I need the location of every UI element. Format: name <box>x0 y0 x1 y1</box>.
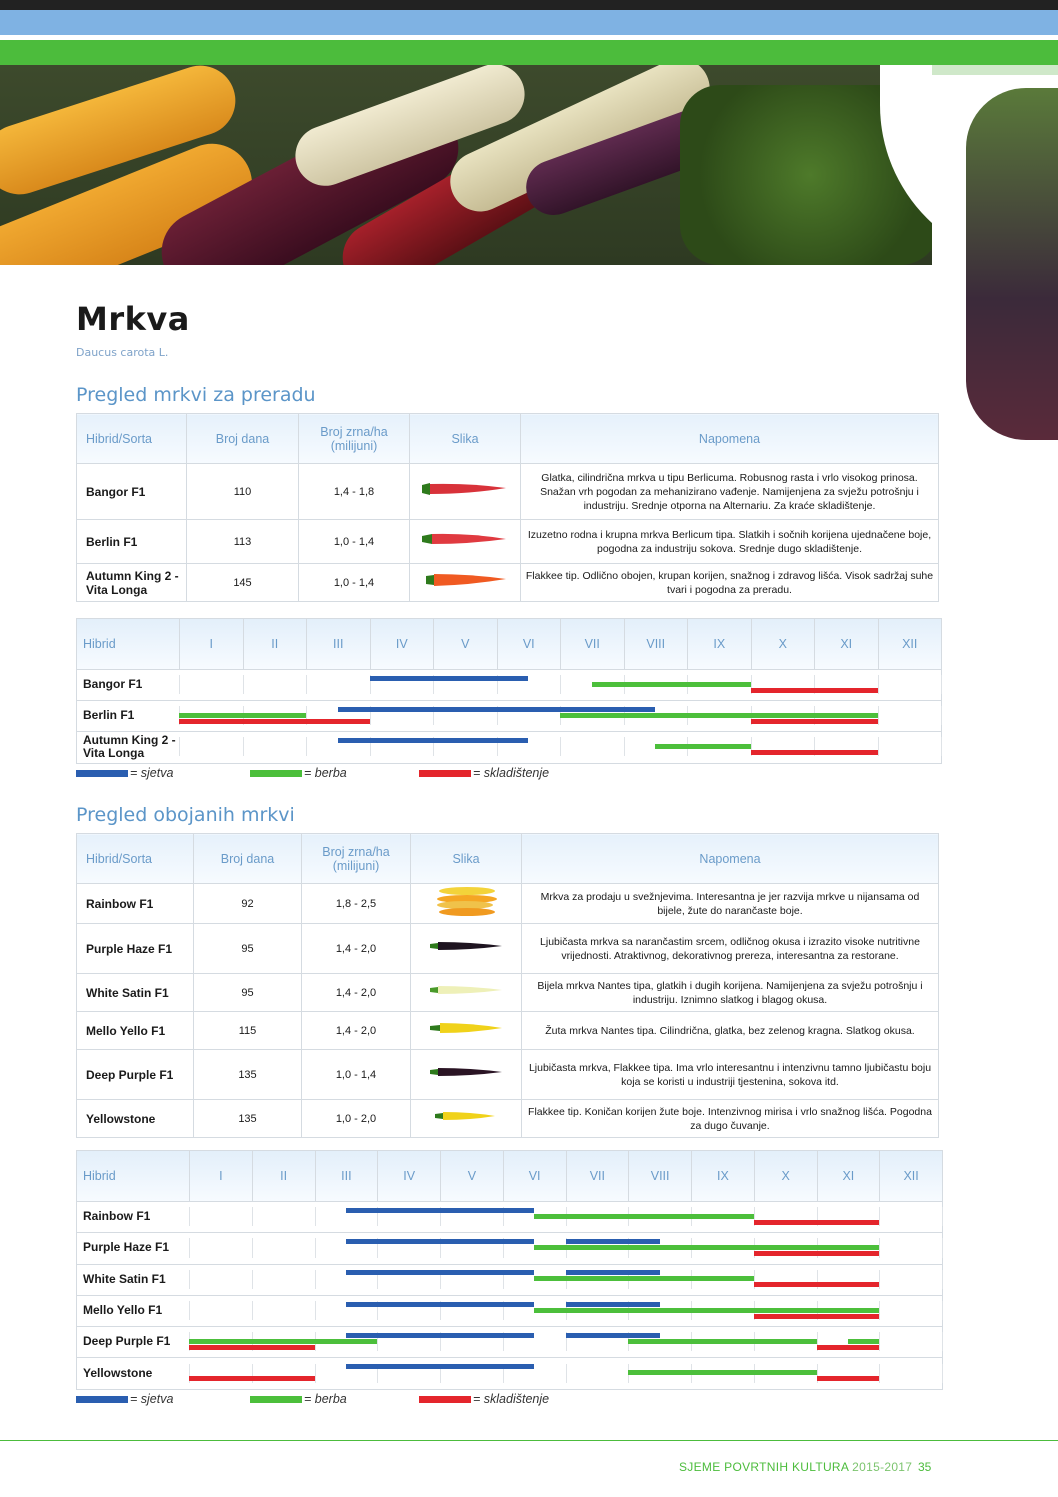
seeds-value: 1,4 - 1,8 <box>299 464 410 520</box>
page-title: Mrkva <box>76 300 190 338</box>
multicolor-carrots-icon <box>411 884 522 924</box>
section1-heading: Pregled mrkvi za preradu <box>76 384 316 406</box>
month-divider <box>879 1238 880 1257</box>
variety-name: Bangor F1 <box>77 464 187 520</box>
red-carrot-icon <box>410 520 521 564</box>
month-divider <box>315 1207 316 1226</box>
skladistenje-period-bar <box>189 1376 315 1381</box>
seeds-value: 1,0 - 2,0 <box>302 1100 411 1138</box>
skladistenje-period-bar <box>754 1251 880 1256</box>
month-header: VIII <box>628 1151 691 1201</box>
skladistenje-period-bar <box>754 1282 880 1287</box>
seeds-value: 1,4 - 2,0 <box>302 974 411 1012</box>
legend-swatch-red <box>419 770 471 777</box>
col-name: Hibrid/Sorta <box>77 414 187 464</box>
month-divider <box>315 1238 316 1257</box>
variety-name: White Satin F1 <box>77 974 194 1012</box>
month-divider <box>315 1301 316 1320</box>
month-header: VII <box>560 619 624 669</box>
calendar-row-name: Autumn King 2 - Vita Longa <box>83 732 176 760</box>
sjetva-period-bar <box>346 1239 534 1244</box>
skladistenje-period-bar <box>751 750 878 755</box>
days-value: 135 <box>194 1100 302 1138</box>
section2-legend <box>76 1392 576 1408</box>
calendar-row <box>77 731 941 762</box>
month-divider <box>560 737 561 756</box>
month-divider <box>189 1238 190 1257</box>
legend-berba <box>250 1392 347 1406</box>
seeds-value: 1,0 - 1,4 <box>302 1050 411 1100</box>
month-divider <box>243 675 244 694</box>
month-header: V <box>440 1151 503 1201</box>
month-divider <box>189 1301 190 1320</box>
month-header: III <box>306 619 370 669</box>
carrots-side-photo <box>966 88 1058 440</box>
legend-berba <box>250 766 347 780</box>
calendar-row <box>77 1201 942 1233</box>
month-header: VI <box>503 1151 566 1201</box>
col-image: Slika <box>411 834 522 884</box>
seeds-value: 1,4 - 2,0 <box>302 1012 411 1050</box>
legend-swatch-green <box>250 1396 302 1403</box>
calendar-row-name: White Satin F1 <box>83 1271 166 1286</box>
month-header: XI <box>814 619 878 669</box>
legend-skladistenje <box>419 1392 549 1406</box>
month-divider <box>306 675 307 694</box>
section2-calendar <box>76 1150 943 1390</box>
month-divider <box>941 737 942 756</box>
month-divider <box>252 1301 253 1320</box>
note-text: Ljubičasta mrkva, Flakkee tipa. Ima vrlo interesantnu i intenzivnu tamno ljubičastu boju koja se koristi u industriji tjestenina, sokova itd. <box>522 1050 939 1100</box>
top-green-light-bar <box>932 65 1058 75</box>
month-divider <box>252 1238 253 1257</box>
seeds-value: 1,0 - 1,4 <box>299 520 410 564</box>
sjetva-period-bar <box>338 738 529 743</box>
month-divider <box>315 1364 316 1383</box>
berba-period-bar <box>189 1339 377 1344</box>
month-divider <box>942 1301 943 1320</box>
days-value: 135 <box>194 1050 302 1100</box>
month-header: IV <box>370 619 434 669</box>
note-text: Glatka, cilindrična mrkva u tipu Berlicuma. Robusnog rasta i vrlo visokog prinosa. Snažan vrh pogodan za mehanizirano vađenje. Namijenjena za svježu potrošnju i industriju. Srednje otporna na Alternariu. Za kraće skladištenje. <box>521 464 939 520</box>
table-header-row <box>77 834 939 884</box>
month-divider <box>879 1364 880 1383</box>
month-divider <box>941 706 942 725</box>
col-note: Napomena <box>521 414 939 464</box>
calendar-row <box>77 700 941 732</box>
table-row <box>77 884 939 924</box>
month-header: I <box>189 1151 252 1201</box>
table-row <box>77 464 939 520</box>
month-divider <box>566 1364 567 1383</box>
table-header-row <box>77 414 939 464</box>
month-header: VII <box>566 1151 629 1201</box>
skladistenje-period-bar <box>751 688 878 693</box>
month-divider <box>189 1270 190 1289</box>
days-value: 115 <box>194 1012 302 1050</box>
top-blue-bar <box>0 10 1058 35</box>
days-value: 145 <box>187 564 299 602</box>
month-divider <box>942 1270 943 1289</box>
legend-sjetva <box>76 1392 173 1406</box>
berba-period-bar <box>560 713 878 718</box>
skladistenje-period-bar <box>817 1345 880 1350</box>
days-value: 113 <box>187 520 299 564</box>
month-divider <box>189 1207 190 1226</box>
month-divider <box>560 675 561 694</box>
legend-label: = sjetva <box>130 1392 174 1406</box>
section1-table <box>76 413 939 602</box>
dark-purple-carrot-icon <box>411 1050 522 1100</box>
carrots-header-photo <box>0 65 932 265</box>
variety-name: Rainbow F1 <box>77 884 194 924</box>
month-divider <box>243 737 244 756</box>
top-green-bar <box>0 40 1058 65</box>
seeds-value: 1,8 - 2,5 <box>302 884 411 924</box>
variety-name: Yellowstone <box>77 1100 194 1138</box>
sjetva-period-bar <box>566 1239 660 1244</box>
legend-skladistenje <box>419 766 549 780</box>
section2-table <box>76 833 939 1138</box>
days-value: 95 <box>194 974 302 1012</box>
sjetva-period-bar <box>566 1302 660 1307</box>
calendar-row-name: Bangor F1 <box>83 677 143 691</box>
page-number: 35 <box>918 1460 932 1474</box>
calendar-row <box>77 1358 942 1389</box>
col-note: Napomena <box>522 834 939 884</box>
variety-name: Mello Yello F1 <box>77 1012 194 1050</box>
calendar-header <box>77 619 941 670</box>
month-header: IX <box>691 1151 754 1201</box>
month-header: VIII <box>624 619 688 669</box>
berba-period-bar <box>534 1308 879 1313</box>
purple-carrot-icon <box>411 924 522 974</box>
month-divider <box>879 1332 880 1351</box>
calendar-row-name: Purple Haze F1 <box>83 1240 170 1255</box>
red-carrot-icon <box>410 464 521 520</box>
table-row <box>77 564 939 602</box>
calendar-row <box>77 669 941 701</box>
month-divider <box>179 675 180 694</box>
col-days: Broj dana <box>187 414 299 464</box>
skladistenje-period-bar <box>754 1220 880 1225</box>
sjetva-period-bar <box>370 676 529 681</box>
note-text: Flakkee tip. Odlično obojen, krupan korijen, snažnog i zdravog lišća. Visok sadržaj suhe tvari i pogodna za preradu. <box>521 564 939 602</box>
orange-carrot-icon <box>410 564 521 602</box>
note-text: Žuta mrkva Nantes tipa. Cilindrična, glatka, bez zelenog kragna. Slatkog okusa. <box>522 1012 939 1050</box>
table-row <box>77 924 939 974</box>
legend-label: = berba <box>304 766 347 780</box>
legend-label: = sjetva <box>130 766 174 780</box>
month-divider <box>879 1270 880 1289</box>
calendar-row-name: Rainbow F1 <box>83 1209 151 1224</box>
table-row <box>77 1100 939 1138</box>
berba-period-bar <box>534 1245 879 1250</box>
variety-name: Deep Purple F1 <box>77 1050 194 1100</box>
col-image: Slika <box>410 414 521 464</box>
calendar-row-name: Yellowstone <box>83 1365 153 1380</box>
month-divider <box>941 675 942 694</box>
note-text: Izuzetno rodna i krupna mrkva Berlicum tipa. Slatkih i sočnih korijena ujednačene boje, pogodna za industriju sokova. Srednje dugo skladištenje. <box>521 520 939 564</box>
month-divider <box>306 737 307 756</box>
note-text: Flakkee tip. Koničan korijen žute boje. Intenzivnog mirisa i vrlo snažnog lišća. Pogodna za dugo čuvanje. <box>522 1100 939 1138</box>
month-header: IV <box>377 1151 440 1201</box>
sjetva-period-bar <box>346 1302 534 1307</box>
skladistenje-period-bar <box>817 1376 880 1381</box>
footer-years: 2015-2017 <box>852 1460 913 1474</box>
month-header: X <box>751 619 815 669</box>
sjetva-period-bar <box>346 1270 534 1275</box>
skladistenje-period-bar <box>179 719 370 724</box>
month-header: IX <box>687 619 751 669</box>
legend-swatch-blue <box>76 770 128 777</box>
month-divider <box>942 1207 943 1226</box>
month-divider <box>315 1270 316 1289</box>
days-value: 110 <box>187 464 299 520</box>
calendar-header <box>77 1151 942 1202</box>
month-header: VI <box>497 619 561 669</box>
month-header: XII <box>878 619 942 669</box>
calendar-row <box>77 1295 942 1327</box>
footer-line <box>0 1440 1058 1441</box>
berba-period-bar <box>592 682 751 687</box>
month-divider <box>624 737 625 756</box>
month-divider <box>878 675 879 694</box>
month-divider <box>942 1332 943 1351</box>
section2-heading: Pregled obojanih mrkvi <box>76 804 295 826</box>
legend-swatch-green <box>250 770 302 777</box>
variety-name: Berlin F1 <box>77 520 187 564</box>
footer-title <box>679 1460 912 1474</box>
table-row <box>77 1012 939 1050</box>
sjetva-period-bar <box>566 1333 660 1338</box>
month-divider <box>252 1207 253 1226</box>
sjetva-period-bar <box>338 707 656 712</box>
note-text: Bijela mrkva Nantes tipa, glatkih i dugih korijena. Namijenjena za svježu potrošnju i industriju. Iznimno slatkog i blagog okusa. <box>522 974 939 1012</box>
month-divider <box>879 1207 880 1226</box>
footer-publication: SJEME POVRTNIH KULTURA <box>679 1460 849 1474</box>
month-header: I <box>179 619 243 669</box>
skladistenje-period-bar <box>751 719 878 724</box>
legend-swatch-red <box>419 1396 471 1403</box>
days-value: 95 <box>194 924 302 974</box>
month-header: II <box>243 619 307 669</box>
calendar-header-label: Hibrid <box>83 1169 116 1183</box>
yellow-carrot-icon <box>411 1100 522 1138</box>
seeds-value: 1,0 - 1,4 <box>299 564 410 602</box>
month-divider <box>942 1238 943 1257</box>
month-divider <box>942 1364 943 1383</box>
skladistenje-period-bar <box>754 1314 880 1319</box>
month-header: II <box>252 1151 315 1201</box>
section1-legend <box>76 766 576 782</box>
legend-label: = skladištenje <box>473 766 550 780</box>
berba-period-bar <box>628 1339 816 1344</box>
col-seeds: Broj zrna/ha (milijuni) <box>299 414 410 464</box>
calendar-row-name: Mello Yello F1 <box>83 1303 163 1318</box>
white-carrot-icon <box>411 974 522 1012</box>
calendar-row <box>77 1264 942 1296</box>
sjetva-period-bar <box>346 1364 534 1369</box>
calendar-row <box>77 1232 942 1264</box>
berba-period-bar <box>534 1276 754 1281</box>
month-header: III <box>315 1151 378 1201</box>
note-text: Ljubičasta mrkva sa narančastim srcem, odličnog okusa i izrazito visoke nutritivne vrijednosti. Atraktivnog, dekorativnog prereza, interesantna za restorane. <box>522 924 939 974</box>
berba-period-bar <box>848 1339 879 1344</box>
days-value: 92 <box>194 884 302 924</box>
col-seeds: Broj zrna/ha (milijuni) <box>302 834 411 884</box>
variety-name: Autumn King 2 - Vita Longa <box>77 564 187 602</box>
col-days: Broj dana <box>194 834 302 884</box>
sjetva-period-bar <box>346 1208 534 1213</box>
legend-label: = berba <box>304 1392 347 1406</box>
top-dark-bar <box>0 0 1058 10</box>
legend-sjetva <box>76 766 173 780</box>
berba-period-bar <box>179 713 306 718</box>
legend-label: = skladištenje <box>473 1392 550 1406</box>
legend-swatch-blue <box>76 1396 128 1403</box>
month-divider <box>879 1301 880 1320</box>
yellow-carrot-icon <box>411 1012 522 1050</box>
calendar-row-name: Berlin F1 <box>83 708 135 722</box>
month-divider <box>878 706 879 725</box>
col-name: Hibrid/Sorta <box>77 834 194 884</box>
month-divider <box>179 737 180 756</box>
month-header: V <box>433 619 497 669</box>
sjetva-period-bar <box>566 1270 660 1275</box>
month-header: XII <box>879 1151 942 1201</box>
berba-period-bar <box>628 1370 816 1375</box>
table-row <box>77 974 939 1012</box>
calendar-header-label: Hibrid <box>83 637 116 651</box>
table-row <box>77 1050 939 1100</box>
variety-name: Purple Haze F1 <box>77 924 194 974</box>
month-divider <box>878 737 879 756</box>
latin-name: Daucus carota L. <box>76 346 169 359</box>
berba-period-bar <box>655 744 750 749</box>
berba-period-bar <box>534 1214 754 1219</box>
calendar-row <box>77 1326 942 1358</box>
calendar-row-name: Deep Purple F1 <box>83 1334 171 1349</box>
month-header: XI <box>817 1151 880 1201</box>
month-header: X <box>754 1151 817 1201</box>
sjetva-period-bar <box>346 1333 534 1338</box>
section1-calendar <box>76 618 942 764</box>
table-row <box>77 520 939 564</box>
skladistenje-period-bar <box>189 1345 315 1350</box>
seeds-value: 1,4 - 2,0 <box>302 924 411 974</box>
note-text: Mrkva za prodaju u svežnjevima. Interesantna je jer razvija mrkve u nijansama od bijele, žute do narančaste boje. <box>522 884 939 924</box>
month-divider <box>252 1270 253 1289</box>
